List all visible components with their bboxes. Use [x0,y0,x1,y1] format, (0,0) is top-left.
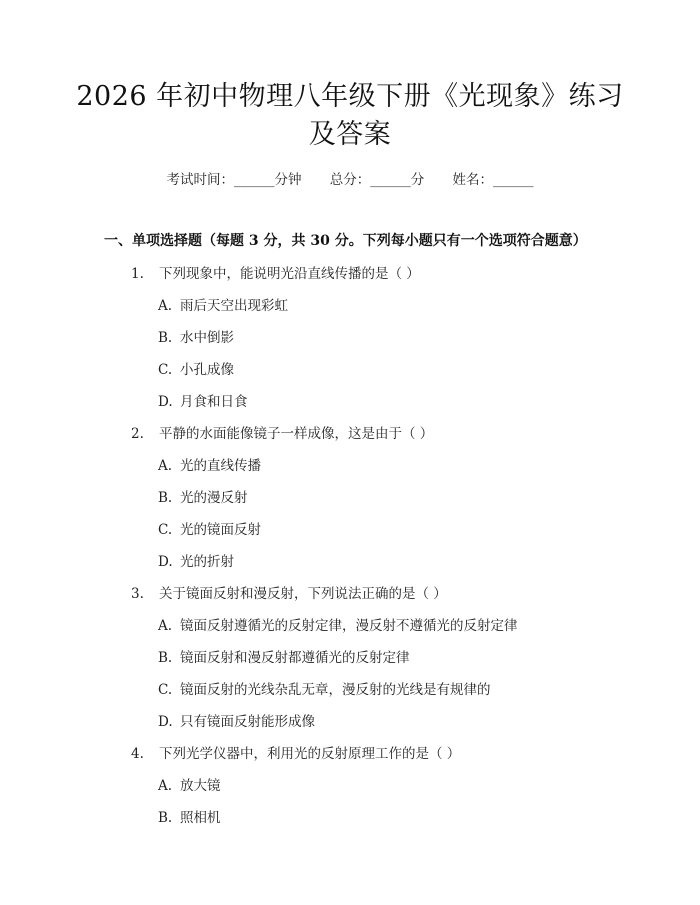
question-text: 关于镜面反射和漫反射，下列说法正确的是（ ） [159,586,447,602]
option-3b [158,646,410,666]
question-text: 平静的水面能像镜子一样成像，这是由于（ ） [159,426,434,442]
option-text: 只有镜面反射能形成像 [180,714,315,730]
option-text: 镜面反射的光线杂乱无章，漫反射的光线是有规律的 [180,682,491,698]
option-letter: D. [158,554,173,570]
option-3c [158,678,491,698]
option-letter: D. [158,394,173,410]
option-1c [158,358,234,378]
option-1b [158,326,234,346]
document-title [60,78,640,154]
question-number: 4. [131,746,144,762]
question-1 [131,262,420,282]
option-2d [158,550,234,570]
option-2c [158,518,261,538]
option-letter: D. [158,714,173,730]
option-letter: B. [158,810,173,826]
exam-time-field: 考试时间：______分钟 [166,172,302,188]
name-field: 姓名：______ [452,172,534,188]
option-letter: A. [158,618,173,634]
question-text: 下列现象中，能说明光沿直线传播的是（ ） [159,266,420,282]
option-1a [158,294,288,314]
option-text: 光的漫反射 [180,490,248,506]
title-line-1: 2026 年初中物理八年级下册《光现象》练习 [76,81,624,112]
option-text: 小孔成像 [180,362,234,378]
total-score-field: 总分：______分 [329,172,425,188]
section-heading: 一、单项选择题（每题 3 分，共 30 分。下列每小题只有一个选项符合题意） [104,233,587,249]
question-2 [131,422,433,442]
option-text: 月食和日食 [180,394,248,410]
option-2a [158,454,261,474]
option-1d [158,390,248,410]
option-letter: A. [158,458,173,474]
question-number: 3. [131,586,144,602]
option-text: 放大镜 [180,778,221,794]
question-3 [131,582,447,602]
option-text: 光的直线传播 [180,458,261,474]
question-4 [131,742,460,762]
option-4b [158,806,221,826]
option-letter: B. [158,330,173,346]
title-line-2: 及答案 [308,119,392,150]
option-text: 镜面反射遵循光的反射定律，漫反射不遵循光的反射定律 [180,618,518,634]
option-3a [158,614,518,634]
option-text: 照相机 [180,810,221,826]
option-text: 雨后天空出现彩虹 [180,298,288,314]
option-text: 光的镜面反射 [180,522,261,538]
option-4a [158,774,221,794]
option-letter: B. [158,650,173,666]
question-number: 1. [131,266,144,282]
option-letter: A. [158,778,173,794]
option-letter: B. [158,490,173,506]
option-text: 镜面反射和漫反射都遵循光的反射定律 [180,650,410,666]
exam-meta [0,168,700,188]
option-2b [158,486,248,506]
option-3d [158,710,315,730]
question-number: 2. [131,426,144,442]
option-letter: A. [158,298,173,314]
option-letter: C. [158,522,173,538]
option-letter: C. [158,682,173,698]
question-text: 下列光学仪器中，利用光的反射原理工作的是（ ） [159,746,461,762]
option-text: 光的折射 [180,554,234,570]
option-letter: C. [158,362,173,378]
option-text: 水中倒影 [180,330,234,346]
